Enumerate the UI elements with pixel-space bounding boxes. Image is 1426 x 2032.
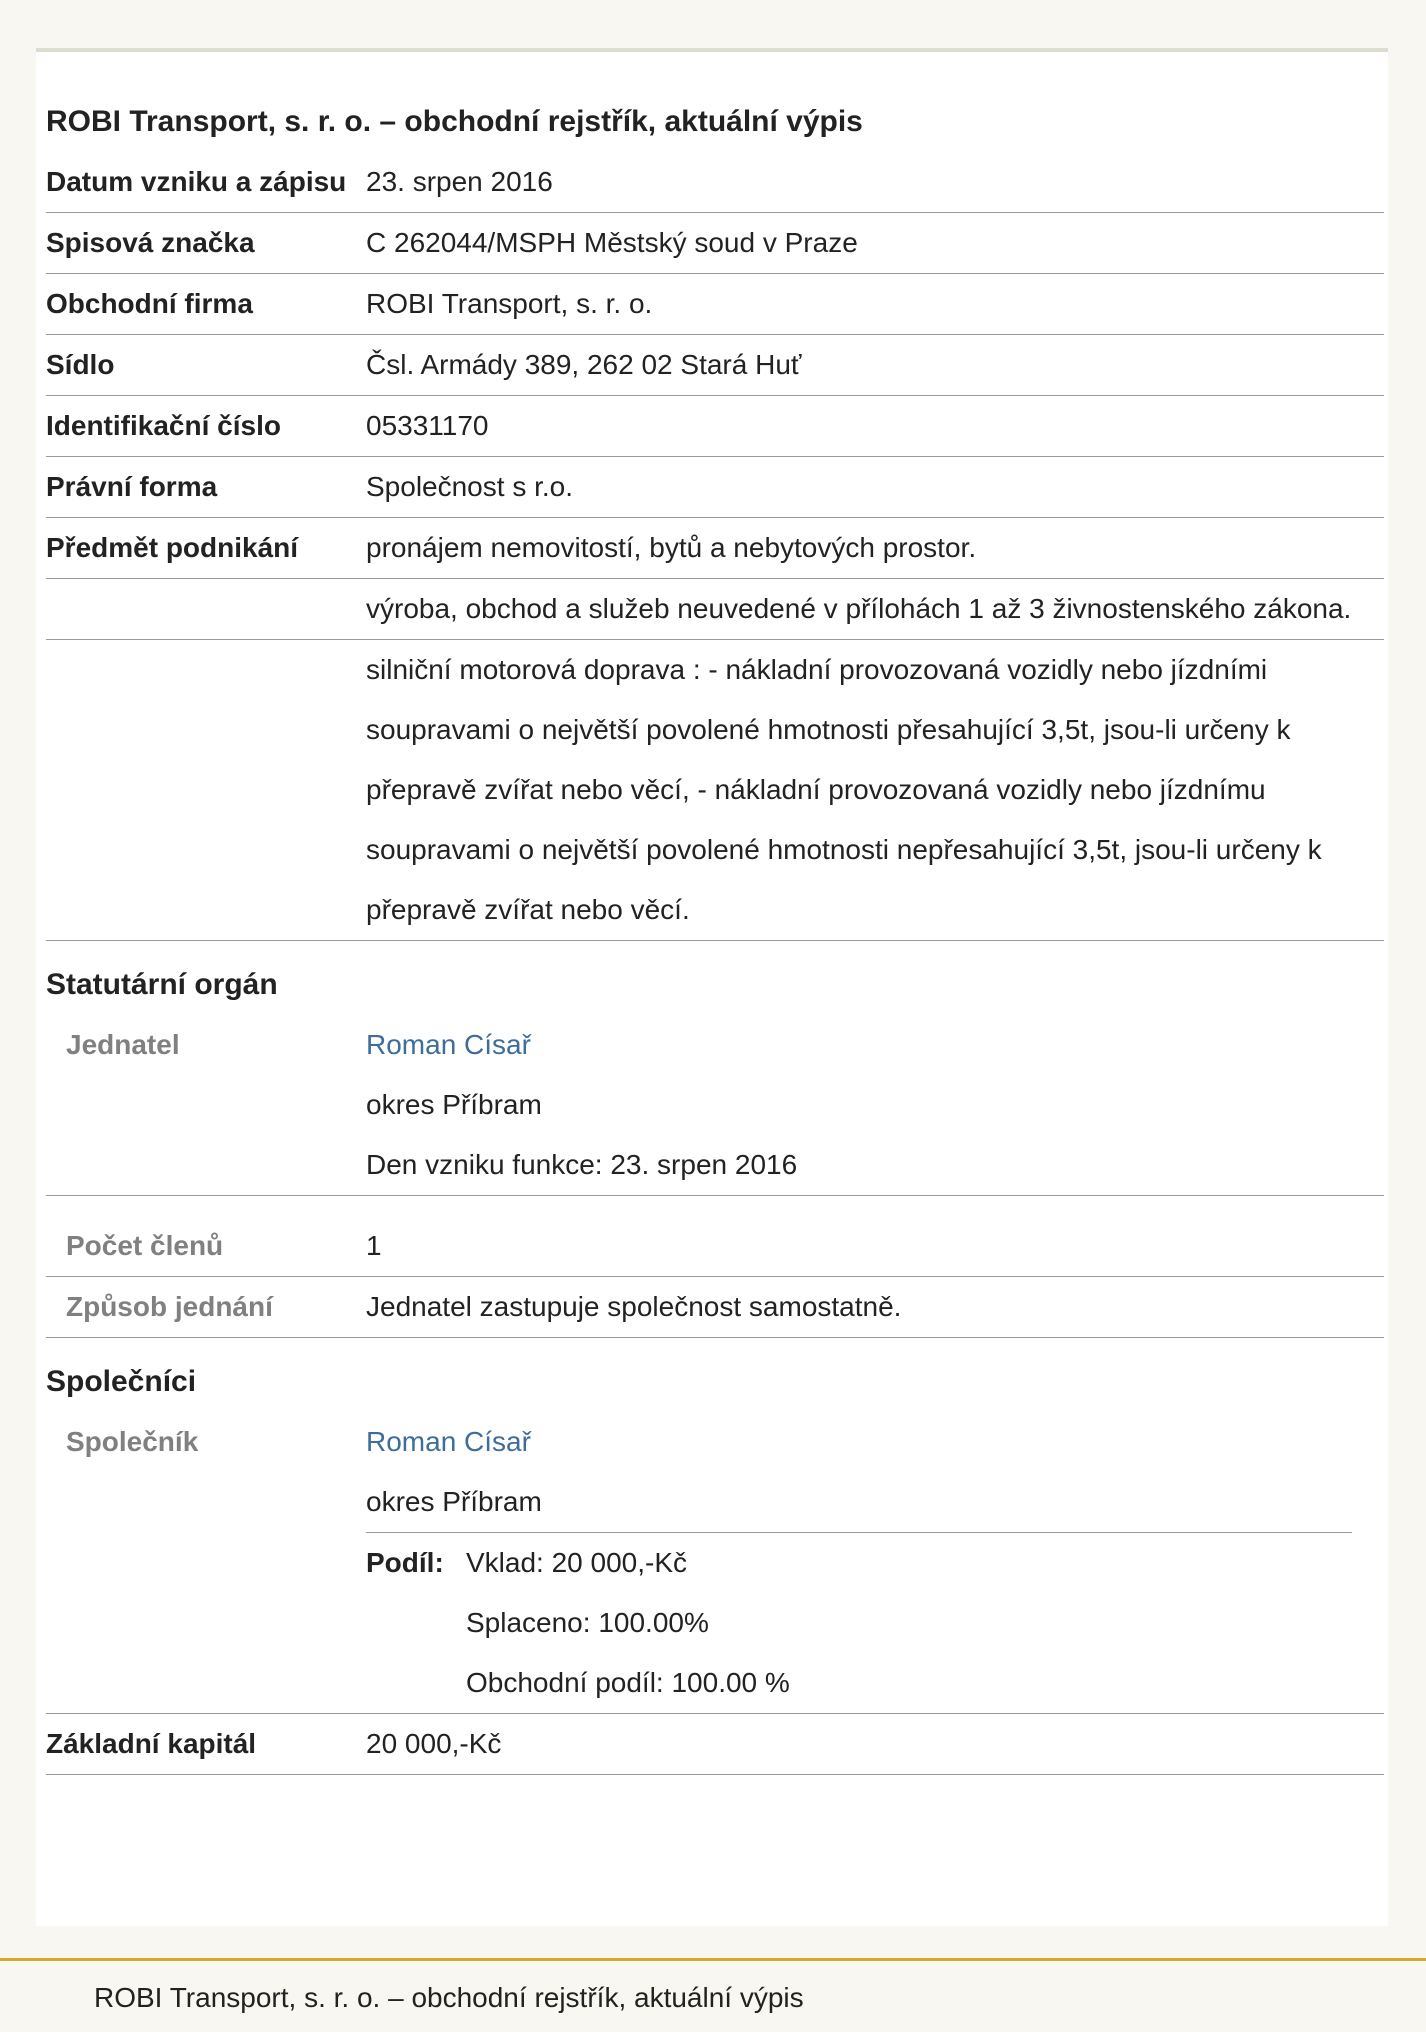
row-value xyxy=(366,1412,1384,1713)
section-heading-statutarni: Statutární orgán xyxy=(46,968,278,1001)
row-pocet-clenu xyxy=(46,1196,1384,1277)
share-paid: Splaceno: 100.00% xyxy=(466,1607,709,1638)
row-predmet-item xyxy=(46,579,1384,640)
person-district: okres Příbram xyxy=(366,1486,542,1517)
row-spolecnik xyxy=(46,1412,1384,1713)
function-since: Den vzniku funkce: 23. srpen 2016 xyxy=(366,1149,798,1180)
share-values xyxy=(466,1533,1352,1713)
share-business: Obchodní podíl: 100.00 % xyxy=(466,1667,790,1698)
row-label: Právní forma xyxy=(46,471,218,502)
row-identifikacni-cislo xyxy=(46,396,1384,457)
footer-title: ROBI Transport, s. r. o. – obchodní rejstřík, aktuální výpis xyxy=(94,1982,804,2013)
row-datum-vzniku xyxy=(46,152,1384,213)
row-predmet-item xyxy=(46,640,1384,941)
row-value: 05331170 xyxy=(366,410,489,441)
row-label: Základní kapitál xyxy=(46,1728,257,1759)
row-label: Obchodní firma xyxy=(46,288,253,319)
row-spisova-znacka xyxy=(46,213,1384,274)
share-block xyxy=(366,1532,1352,1713)
row-value: pronájem nemovitostí, bytů a nebytových prostor. xyxy=(366,532,977,563)
row-label: Společník xyxy=(66,1426,199,1457)
row-value: 1 xyxy=(366,1230,382,1261)
share-deposit: Vklad: 20 000,-Kč xyxy=(466,1547,688,1578)
row-value: výroba, obchod a služeb neuvedené v přílohách 1 až 3 živnostenského zákona. xyxy=(366,593,1352,624)
row-sidlo xyxy=(46,335,1384,396)
row-value xyxy=(366,1015,1384,1195)
row-label-empty xyxy=(46,579,366,639)
row-label: Identifikační číslo xyxy=(46,410,281,441)
row-jednatel xyxy=(46,1015,1384,1196)
row-value: silniční motorová doprava : - nákladní provozovaná vozidly nebo jízdními soupravami o největší povolené hmotnosti přesahující 3,5t, jsou-li určeny k přepravě zvířat nebo věcí, - nákladní provozovaná vozidly nebo jízdnímu soupravami o největší povolené hmotnosti nepřesahující 3,5t, jsou-li určeny k přepravě zvířat nebo věcí. xyxy=(366,654,1322,925)
section-heading-spolecnici: Společníci xyxy=(46,1365,197,1398)
row-predmet-podnikani xyxy=(46,518,1384,579)
page-title: ROBI Transport, s. r. o. – obchodní rejstřík, aktuální výpis xyxy=(46,105,863,138)
person-district: okres Příbram xyxy=(366,1089,542,1120)
row-zpusob-jednani xyxy=(46,1277,1384,1338)
row-label: Způsob jednání xyxy=(66,1291,273,1322)
row-value: C 262044/MSPH Městský soud v Praze xyxy=(366,227,858,258)
row-value: Čsl. Armády 389, 262 02 Stará Huť xyxy=(366,349,802,380)
row-obchodni-firma xyxy=(46,274,1384,335)
row-label-empty xyxy=(46,640,366,940)
row-label: Počet členů xyxy=(66,1230,224,1261)
row-zakladni-kapital xyxy=(46,1713,1384,1775)
row-label: Předmět podnikání xyxy=(46,532,299,563)
row-value: 20 000,-Kč xyxy=(366,1728,502,1759)
row-label: Datum vzniku a zápisu xyxy=(46,166,347,197)
share-label: Podíl: xyxy=(366,1547,444,1578)
row-label: Jednatel xyxy=(66,1029,180,1060)
row-pravni-forma xyxy=(46,457,1384,518)
row-value: 23. srpen 2016 xyxy=(366,166,553,197)
row-label: Spisová značka xyxy=(46,227,255,258)
row-value: ROBI Transport, s. r. o. xyxy=(366,288,653,319)
person-link[interactable]: Roman Císař xyxy=(366,1426,531,1457)
footer-divider xyxy=(0,1958,1426,1961)
registry-extract-panel xyxy=(36,52,1388,1926)
row-value: Jednatel zastupuje společnost samostatně. xyxy=(366,1291,902,1322)
row-value: Společnost s r.o. xyxy=(366,471,574,502)
registry-content xyxy=(46,92,1384,1775)
row-label: Sídlo xyxy=(46,349,115,380)
person-link[interactable]: Roman Císař xyxy=(366,1029,531,1060)
